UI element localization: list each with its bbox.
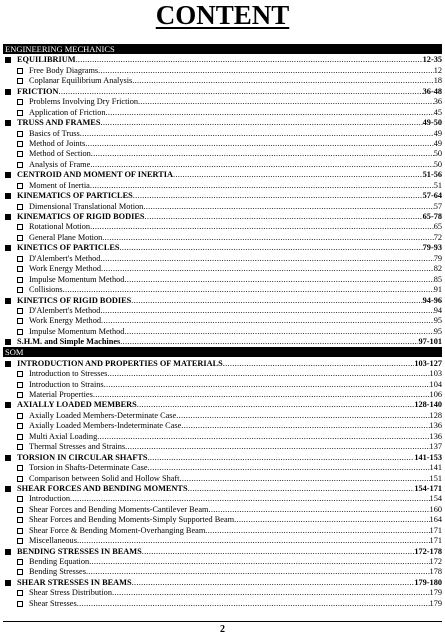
entry-label: Basics of Truss <box>29 128 80 138</box>
dot-leader <box>132 578 415 588</box>
toc-chapter-entry <box>3 337 442 347</box>
entry-label: Shear Forces and Bending Moments-Simply Supported Beam <box>29 515 235 525</box>
toc-topic-entry <box>3 598 442 608</box>
entry-label: Material Properties <box>29 390 93 399</box>
entry-label: CENTROID AND MOMENT OF INERTIA <box>17 170 173 180</box>
entry-label: Shear Forces and Bending Moments-Cantilever Beam <box>29 504 209 514</box>
filled-square-bullet-icon <box>5 361 11 367</box>
entry-label: Comparison between Solid and Hollow Shaft <box>29 473 180 483</box>
entry-page-number: 94-96 <box>422 295 442 305</box>
filled-square-bullet-icon <box>5 455 11 461</box>
toc-topic-entry <box>3 264 442 274</box>
entry-label: Shear Stresses <box>29 598 77 608</box>
hollow-square-bullet-icon <box>17 528 23 534</box>
entry-page-number: 103 <box>429 369 442 379</box>
toc-topic-entry <box>3 316 442 326</box>
dot-leader <box>90 222 434 232</box>
entry-page-number: 36 <box>433 97 442 107</box>
entry-page-number: 94 <box>433 305 442 315</box>
entry-label: Shear Force & Bending Moment-Overhanging Beam <box>29 525 206 535</box>
dot-leader <box>125 442 429 452</box>
dot-leader <box>188 484 415 494</box>
dot-leader <box>101 264 434 274</box>
toc-chapter-entry <box>3 86 442 96</box>
entry-page-number: 57 <box>433 201 442 211</box>
toc-topic-entry <box>3 128 442 138</box>
hollow-square-bullet-icon <box>17 382 23 388</box>
toc-topic-entry <box>3 369 442 379</box>
dot-leader <box>90 160 433 170</box>
hollow-square-bullet-icon <box>17 601 23 607</box>
hollow-square-bullet-icon <box>17 277 23 283</box>
toc-topic-entry <box>3 463 442 473</box>
entry-list <box>3 358 442 609</box>
section-heading: ENGINEERING MECHANICS <box>3 44 442 54</box>
hollow-square-bullet-icon <box>17 392 23 398</box>
hollow-square-bullet-icon <box>17 569 23 575</box>
entry-page-number: 12 <box>433 65 442 75</box>
entry-page-number: 72 <box>433 232 442 242</box>
hollow-square-bullet-icon <box>17 590 23 596</box>
toc-topic-entry <box>3 65 442 75</box>
dot-leader <box>77 599 430 609</box>
hollow-square-bullet-icon <box>17 329 23 335</box>
entry-label: KINEMATICS OF RIGID BODIES <box>17 212 145 221</box>
toc-topic-entry <box>3 107 442 117</box>
toc-topic-entry <box>3 232 442 242</box>
toc-chapter-entry <box>3 243 442 253</box>
filled-square-bullet-icon <box>5 298 11 304</box>
entry-page-number: 106 <box>429 390 442 399</box>
toc-chapter-entry <box>3 400 442 410</box>
dot-leader <box>176 411 429 421</box>
dot-leader <box>124 275 433 285</box>
filled-square-bullet-icon <box>5 549 11 555</box>
entry-label: Collisions <box>29 285 63 295</box>
entry-page-number: 57-64 <box>422 191 442 201</box>
entry-page-number: 141-153 <box>414 452 442 462</box>
toc-topic-entry <box>3 149 442 159</box>
hollow-square-bullet-icon <box>17 99 23 105</box>
filled-square-bullet-icon <box>5 89 11 95</box>
hollow-square-bullet-icon <box>17 287 23 293</box>
entry-list <box>3 55 442 347</box>
entry-page-number: 82 <box>433 264 442 274</box>
toc-topic-entry <box>3 588 442 598</box>
toc-topic-entry <box>3 567 442 577</box>
entry-label: KINETICS OF PARTICLES <box>17 243 120 253</box>
dot-leader <box>89 557 429 567</box>
dot-leader <box>120 243 423 253</box>
toc-topic-entry <box>3 253 442 263</box>
entry-label: Application of Friction <box>29 107 106 117</box>
entry-page-number: 95 <box>433 326 442 336</box>
entry-page-number: 136 <box>429 431 442 441</box>
dot-leader <box>124 327 433 337</box>
dot-leader <box>112 588 430 598</box>
entry-page-number: 179 <box>429 588 442 598</box>
entry-label: Axially Loaded Members-Determinate Case <box>29 410 177 420</box>
entry-label: EQUILIBRIUM <box>17 55 76 65</box>
toc-topic-entry <box>3 180 442 190</box>
entry-label: D'Alembert's Method <box>29 253 101 263</box>
toc-topic-entry <box>3 515 442 525</box>
dot-leader <box>63 285 434 295</box>
entry-page-number: 50 <box>433 159 442 169</box>
hollow-square-bullet-icon <box>17 235 23 241</box>
entry-page-number: 154 <box>429 494 442 504</box>
entry-label: Shear Stress Distribution <box>29 588 112 598</box>
section-heading: SOM <box>3 347 442 357</box>
dot-leader <box>86 567 430 577</box>
toc-topic-entry <box>3 410 442 420</box>
toc-chapter-entry <box>3 358 442 368</box>
toc-chapter-entry <box>3 118 442 128</box>
entry-page-number: 95 <box>433 316 442 326</box>
filled-square-bullet-icon <box>5 172 11 178</box>
section-engineering-mechanics <box>3 44 442 347</box>
hollow-square-bullet-icon <box>17 68 23 74</box>
entry-page-number: 137 <box>429 442 442 452</box>
hollow-square-bullet-icon <box>17 476 23 482</box>
entry-page-number: 179-180 <box>414 577 442 587</box>
entry-label: Work Energy Method <box>29 264 101 274</box>
entry-label: Work Energy Method <box>29 316 101 326</box>
toc-chapter-entry <box>3 191 442 201</box>
entry-label: Analysis of Frame <box>29 159 91 169</box>
entry-page-number: 51-56 <box>422 170 442 180</box>
hollow-square-bullet-icon <box>17 507 23 513</box>
toc-topic-entry <box>3 76 442 86</box>
entry-label: BENDING STRESSES IN BEAMS <box>17 546 142 556</box>
dot-leader <box>100 118 422 128</box>
dot-leader <box>133 191 423 201</box>
filled-square-bullet-icon <box>5 580 11 586</box>
entry-page-number: 65-78 <box>422 212 442 221</box>
entry-page-number: 136 <box>429 421 442 431</box>
hollow-square-bullet-icon <box>17 538 23 544</box>
filled-square-bullet-icon <box>5 245 11 251</box>
dot-leader <box>91 149 434 159</box>
hollow-square-bullet-icon <box>17 496 23 502</box>
hollow-square-bullet-icon <box>17 371 23 377</box>
toc-topic-entry <box>3 159 442 169</box>
entry-label: Problems Involving Dry Friction <box>29 97 139 107</box>
toc-topic-entry <box>3 222 442 232</box>
dot-leader <box>104 380 430 390</box>
entry-label: Introduction to Strains <box>29 379 104 389</box>
entry-page-number: 171 <box>429 525 442 535</box>
entry-page-number: 171 <box>429 536 442 546</box>
hollow-square-bullet-icon <box>17 151 23 157</box>
toc-chapter-entry <box>3 546 442 556</box>
toc-topic-entry <box>3 442 442 452</box>
hollow-square-bullet-icon <box>17 444 23 450</box>
entry-page-number: 154-171 <box>414 483 442 493</box>
entry-label: Method of Section <box>29 149 91 159</box>
page-number: 2 <box>220 624 225 635</box>
dot-leader <box>138 97 434 107</box>
toc-chapter-entry <box>3 170 442 180</box>
toc-topic-entry <box>3 379 442 389</box>
toc-topic-entry <box>3 504 442 514</box>
entry-page-number: 104 <box>429 379 442 389</box>
dot-leader <box>205 526 429 536</box>
dot-leader <box>142 547 415 557</box>
hollow-square-bullet-icon <box>17 162 23 168</box>
dot-leader <box>181 421 429 431</box>
entry-page-number: 172-178 <box>414 546 442 556</box>
entry-label: Free Body Diagrams <box>29 65 99 75</box>
dot-leader <box>70 494 430 504</box>
dot-leader <box>80 129 434 139</box>
filled-square-bullet-icon <box>5 120 11 126</box>
footer-divider <box>3 621 442 622</box>
entry-label: Rotational Motion <box>29 222 91 232</box>
toc-chapter-entry <box>3 212 442 222</box>
dot-leader <box>59 87 423 97</box>
toc-topic-entry <box>3 494 442 504</box>
dot-leader <box>143 202 433 212</box>
hollow-square-bullet-icon <box>17 413 23 419</box>
dot-leader <box>76 55 423 65</box>
entry-page-number: 128-140 <box>414 400 442 410</box>
entry-page-number: 178 <box>429 567 442 577</box>
dot-leader <box>179 474 429 484</box>
entry-page-number: 172 <box>429 557 442 566</box>
hollow-square-bullet-icon <box>17 204 23 210</box>
entry-page-number: 18 <box>433 76 442 86</box>
entry-page-number: 85 <box>433 274 442 284</box>
dot-leader <box>106 108 434 118</box>
entry-page-number: 79 <box>433 253 442 263</box>
entry-label: S.H.M. and Simple Machines <box>17 337 121 347</box>
filled-square-bullet-icon <box>5 214 11 220</box>
entry-page-number: 103-127 <box>414 358 442 368</box>
toc-topic-entry <box>3 536 442 546</box>
dot-leader <box>132 76 433 86</box>
entry-label: Miscellaneous <box>29 536 77 546</box>
toc-topic-entry <box>3 97 442 107</box>
toc-topic-entry <box>3 473 442 483</box>
entry-label: FRICTION <box>17 86 59 96</box>
dot-leader <box>209 505 430 515</box>
entry-label: Bending Stresses <box>29 567 86 577</box>
toc-topic-entry <box>3 139 442 149</box>
dot-leader <box>137 400 415 410</box>
hollow-square-bullet-icon <box>17 517 23 523</box>
entry-label: Torsion in Shafts-Determinate Case <box>29 463 148 473</box>
toc-topic-entry <box>3 201 442 211</box>
dot-leader <box>77 536 430 546</box>
entry-page-number: 51 <box>433 180 442 190</box>
dot-leader <box>100 306 433 316</box>
hollow-square-bullet-icon <box>17 256 23 262</box>
entry-page-number: 128 <box>429 410 442 420</box>
entry-label: D'Alembert's Method <box>29 305 101 315</box>
entry-page-number: 65 <box>433 222 442 232</box>
entry-label: TORSION IN CIRCULAR SHAFTS <box>17 452 148 462</box>
entry-page-number: 50 <box>433 149 442 159</box>
hollow-square-bullet-icon <box>17 434 23 440</box>
page-title: CONTENT <box>155 0 290 30</box>
toc-chapter-entry <box>3 295 442 305</box>
hollow-square-bullet-icon <box>17 110 23 116</box>
entry-label: Method of Joints <box>29 138 86 148</box>
section-som <box>3 347 442 609</box>
entry-page-number: 49 <box>433 128 442 138</box>
hollow-square-bullet-icon <box>17 559 23 565</box>
entry-label: TRUSS AND FRAMES <box>17 118 101 128</box>
hollow-square-bullet-icon <box>17 131 23 137</box>
entry-page-number: 49 <box>433 138 442 148</box>
toc-chapter-entry <box>3 484 442 494</box>
entry-page-number: 91 <box>433 285 442 295</box>
entry-label: KINETICS OF RIGID BODIES <box>17 295 132 305</box>
hollow-square-bullet-icon <box>17 308 23 314</box>
hollow-square-bullet-icon <box>17 423 23 429</box>
toc-chapter-entry <box>3 577 442 587</box>
hollow-square-bullet-icon <box>17 266 23 272</box>
hollow-square-bullet-icon <box>17 141 23 147</box>
entry-label: AXIALLY LOADED MEMBERS <box>17 400 137 410</box>
dot-leader <box>97 432 429 442</box>
filled-square-bullet-icon <box>5 486 11 492</box>
entry-label: Moment of Inertia <box>29 180 90 190</box>
toc-chapter-entry <box>3 452 442 462</box>
entry-label: Coplanar Equilibrium Analysis <box>29 76 133 86</box>
dot-leader <box>98 66 434 76</box>
dot-leader <box>234 515 429 525</box>
hollow-square-bullet-icon <box>17 224 23 230</box>
entry-label: SHEAR STRESSES IN BEAMS <box>17 577 132 587</box>
toc-topic-entry <box>3 431 442 441</box>
dot-leader <box>107 369 429 379</box>
entry-page-number: 49-50 <box>422 118 442 128</box>
filled-square-bullet-icon <box>5 193 11 199</box>
dot-leader <box>93 390 430 400</box>
entry-page-number: 97-101 <box>418 337 442 347</box>
filled-square-bullet-icon <box>5 339 11 345</box>
entry-label: General Plane Motion <box>29 232 103 242</box>
dot-leader <box>85 139 433 149</box>
toc-topic-entry <box>3 306 442 316</box>
entry-label: Introduction to Stresses <box>29 369 108 379</box>
entry-label: Impulse Momentum Method <box>29 326 125 336</box>
dot-leader <box>131 296 422 306</box>
table-of-contents <box>3 44 442 609</box>
toc-topic-entry <box>3 285 442 295</box>
dot-leader <box>223 359 415 369</box>
dot-leader <box>173 170 423 180</box>
toc-chapter-entry <box>3 55 442 65</box>
dot-leader <box>148 453 415 463</box>
filled-square-bullet-icon <box>5 402 11 408</box>
entry-page-number: 79-93 <box>422 243 442 253</box>
entry-page-number: 36-48 <box>422 86 442 96</box>
dot-leader <box>101 316 434 326</box>
filled-square-bullet-icon <box>5 57 11 63</box>
dot-leader <box>148 463 430 473</box>
entry-label: KINEMATICS OF PARTICLES <box>17 191 133 201</box>
entry-page-number: 151 <box>429 473 442 483</box>
entry-label: Axially Loaded Members-Indeterminate Case <box>29 421 182 431</box>
entry-label: SHEAR FORCES AND BENDING MOMENTS <box>17 483 188 493</box>
toc-topic-entry <box>3 525 442 535</box>
entry-label: Bending Equation <box>29 557 90 566</box>
dot-leader <box>144 212 422 222</box>
entry-label: Multi Axial Loading <box>29 431 98 441</box>
hollow-square-bullet-icon <box>17 318 23 324</box>
hollow-square-bullet-icon <box>17 183 23 189</box>
entry-label: Introduction <box>29 494 71 504</box>
entry-label: Dimensional Translational Motion <box>29 201 144 211</box>
entry-label: Impulse Momentum Method <box>29 274 125 284</box>
hollow-square-bullet-icon <box>17 465 23 471</box>
entry-page-number: 160 <box>429 504 442 514</box>
dot-leader <box>100 254 433 264</box>
hollow-square-bullet-icon <box>17 78 23 84</box>
toc-topic-entry <box>3 274 442 284</box>
dot-leader <box>90 181 434 191</box>
entry-page-number: 164 <box>429 515 442 525</box>
entry-page-number: 45 <box>433 107 442 117</box>
entry-page-number: 12-35 <box>422 55 442 65</box>
dot-leader <box>120 337 418 347</box>
entry-page-number: 141 <box>429 463 442 473</box>
entry-label: INTRODUCTION AND PROPERTIES OF MATERIALS <box>17 358 223 368</box>
entry-label: Thermal Stresses and Strains <box>29 442 126 452</box>
entry-page-number: 179 <box>429 598 442 608</box>
toc-topic-entry <box>3 390 442 400</box>
toc-topic-entry <box>3 326 442 336</box>
toc-topic-entry <box>3 421 442 431</box>
toc-topic-entry <box>3 557 442 567</box>
dot-leader <box>102 233 433 243</box>
